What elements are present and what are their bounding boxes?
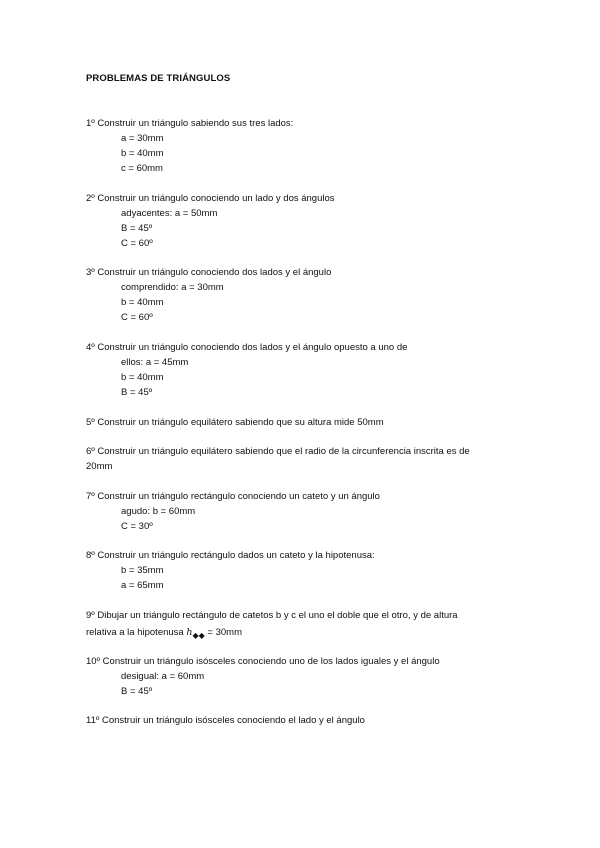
problem-3-statement: 3º Construir un triángulo conociendo dos lados y el ángulo (86, 267, 332, 278)
problem-3-data-3: C = 60º (121, 312, 153, 323)
problem-7-data-1: agudo: b = 60mm (121, 506, 196, 517)
problem-9-continuation-suffix: = 30mm (204, 627, 243, 638)
problem-11-statement: 11º Construir un triángulo isósceles conociendo el lado y el ángulo (86, 715, 365, 726)
problem-6-continuation: 20mm (86, 461, 113, 472)
problem-4-data-1: ellos: a = 45mm (121, 357, 189, 368)
problem-8-data-1: b = 35mm (121, 565, 164, 576)
document-title: PROBLEMAS DE TRIÁNGULOS (86, 73, 231, 84)
problem-6-statement: 6º Construir un triángulo equilátero sabiendo que el radio de la circunferencia inscrita es de (86, 446, 470, 457)
problem-9-variable: h (186, 627, 193, 638)
problem-1-data-2: b = 40mm (121, 148, 164, 159)
problem-3-data-2: b = 40mm (121, 297, 164, 308)
problem-9-continuation-prefix: relativa a la hipotenusa (86, 627, 187, 638)
problem-7-data-2: C = 30º (121, 521, 153, 532)
problem-10-data-1: desigual: a = 60mm (121, 671, 205, 682)
problem-1-data-1: a = 30mm (121, 133, 164, 144)
problem-8-data-2: a = 65mm (121, 580, 164, 591)
problem-9-continuation (86, 627, 242, 642)
problem-7-statement: 7º Construir un triángulo rectángulo conociendo un cateto y un ángulo (86, 491, 380, 502)
problem-2-statement: 2º Construir un triángulo conociendo un lado y dos ángulos (86, 193, 335, 204)
problem-9-statement: 9º Dibujar un triángulo rectángulo de catetos b y c el uno el doble que el otro, y de altura (86, 610, 458, 621)
problem-1-statement: 1º Construir un triángulo sabiendo sus tres lados: (86, 118, 294, 129)
problem-4-data-3: B = 45º (121, 387, 153, 398)
problem-2-data-1: adyacentes: a = 50mm (121, 208, 218, 219)
problem-5-statement: 5º Construir un triángulo equilátero sabiendo que su altura mide 50mm (86, 417, 384, 428)
problem-3-data-1: comprendido: a = 30mm (121, 282, 224, 293)
problem-4-data-2: b = 40mm (121, 372, 164, 383)
problem-2-data-2: B = 45º (121, 223, 153, 234)
problem-2-data-3: C = 60º (121, 238, 153, 249)
problem-1-data-3: c = 60mm (121, 163, 163, 174)
problem-8-statement: 8º Construir un triángulo rectángulo dados un cateto y la hipotenusa: (86, 550, 375, 561)
problem-10-data-2: B = 45º (121, 686, 153, 697)
problem-9-subscript: ◆◆ (192, 630, 205, 640)
problem-10-statement: 10º Construir un triángulo isósceles conociendo uno de los lados iguales y el ángulo (86, 656, 440, 667)
problem-4-statement: 4º Construir un triángulo conociendo dos lados y el ángulo opuesto a uno de (86, 342, 408, 353)
